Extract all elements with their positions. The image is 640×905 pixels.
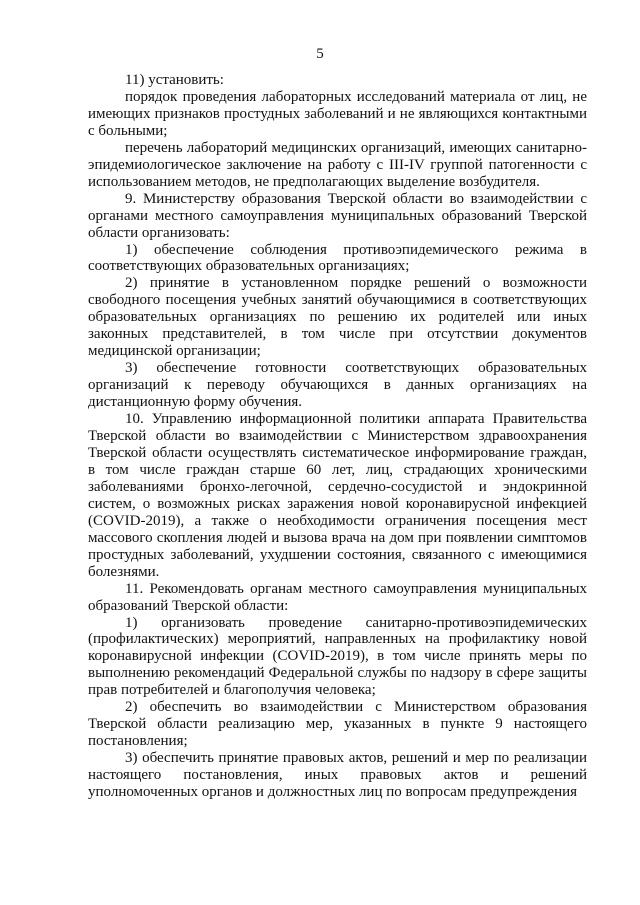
paragraph-section-11-item-3: 3) обеспечить принятие правовых актов, решений и мер по реализации настоящего постановления, иных правовых актов и решений уполномоченных органов и должностных лиц по вопросам предупреждения xyxy=(88,750,587,801)
paragraph-section-11-item-1: 1) организовать проведение санитарно-противоэпидемических (профилактических) мероприятий, направленных на профилактику новой коронавирусной инфекции (COVID-2019), в том числе принять меры по выполнению рекомендаций Федеральной службы по надзору в сфере защиты прав потребителей и благополучия человека; xyxy=(88,614,587,699)
paragraph-lab-list: перечень лабораторий медицинских организаций, имеющих санитарно-эпидемиологическое заключение на работу с III-IV группой патогенности с использованием методов, не предполагающих выделение возбудителя. xyxy=(88,139,587,190)
paragraph-section-9-item-1: 1) обеспечение соблюдения противоэпидемического режима в соответствующих образовательных организациях; xyxy=(88,241,587,275)
document-body xyxy=(88,72,587,801)
paragraph-section-9: 9. Министерству образования Тверской области во взаимодействии с органами местного самоуправления муниципальных образований Тверской области организовать: xyxy=(88,190,587,241)
paragraph-section-11-item-2: 2) обеспечить во взаимодействии с Министерством образования Тверской области реализацию мер, указанных в пункте 9 настоящего постановления; xyxy=(88,699,587,750)
paragraph-lab-research-procedure: порядок проведения лабораторных исследований материала от лиц, не имеющих признаков простудных заболеваний и не являющихся контактными с больными; xyxy=(88,88,587,139)
paragraph-section-9-item-2: 2) принятие в установленном порядке решений о возможности свободного посещения учебных занятий обучающимися в соответствующих образовательных организациях по решению их родителей или иных законных представителей, в том числе при отсутствии документов медицинской организации; xyxy=(88,275,587,360)
paragraph-item-11-establish: 11) установить: xyxy=(125,72,224,88)
paragraph-section-11: 11. Рекомендовать органам местного самоуправления муниципальных образований Тверской области: xyxy=(88,580,587,614)
page-number: 5 xyxy=(316,46,324,62)
paragraph-section-9-item-3: 3) обеспечение готовности соответствующих образовательных организаций к переводу обучающихся в данных организациях на дистанционную форму обучения. xyxy=(88,360,587,411)
paragraph-section-10: 10. Управлению информационной политики аппарата Правительства Тверской области во взаимодействии с Министерством здравоохранения Тверской области осуществлять систематическое информирование граждан, в том числе граждан старше 60 лет, лиц, страдающих хроническими заболеваниями бронхо-легочной, сердечно-сосудистой и эндокринной систем, о возможных рисках заражения новой коронавирусной инфекцией (COVID-2019), а также о необходимости ограничения посещения мест массового скопления людей и вызова врача на дом при появлении симптомов простудных заболеваний, ухудшении состояния, связанного с имеющимися болезнями. xyxy=(88,411,587,580)
